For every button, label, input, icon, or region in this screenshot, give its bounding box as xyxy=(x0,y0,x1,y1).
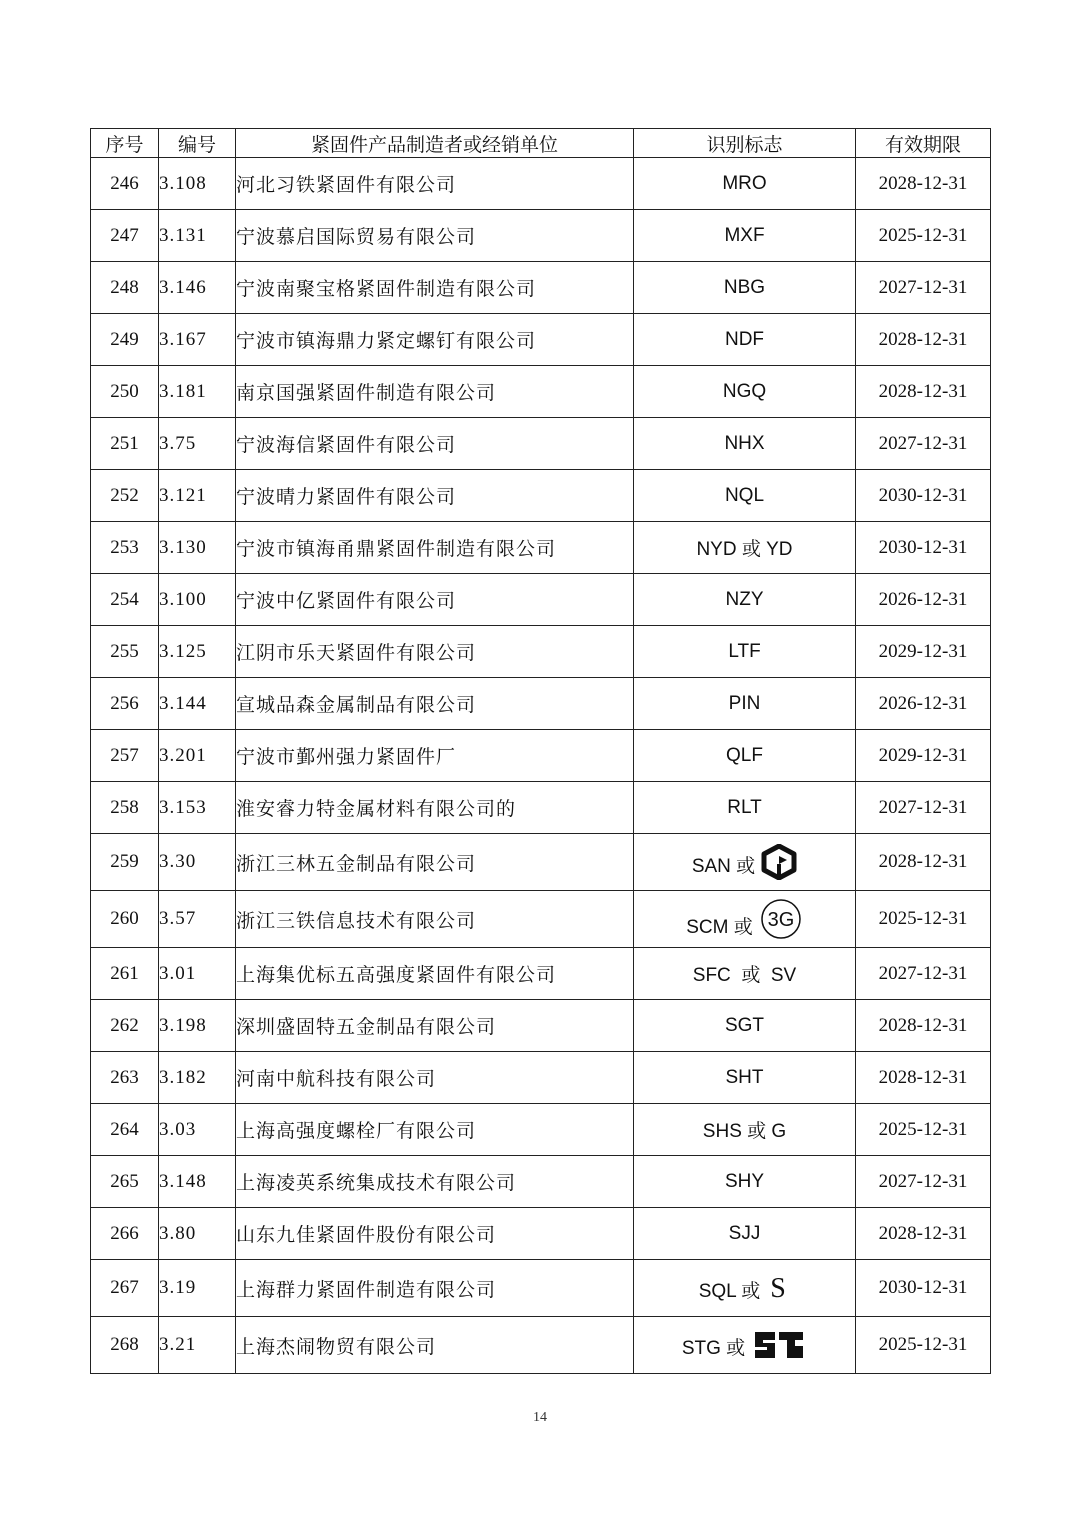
row-expiry: 2028-12-31 xyxy=(856,314,991,366)
s-letter-logo xyxy=(766,1271,790,1305)
table-row xyxy=(91,1104,991,1156)
table-row xyxy=(91,418,991,470)
row-mark: NGQ xyxy=(634,366,856,418)
row-company: 宁波中亿紧固件有限公司 xyxy=(236,574,634,626)
row-expiry: 2027-12-31 xyxy=(856,1156,991,1208)
row-code: 3.75 xyxy=(159,418,236,470)
table-row xyxy=(91,262,991,314)
row-mark: QLF xyxy=(634,730,856,782)
row-mark: SHS 或 G xyxy=(634,1104,856,1156)
table-row xyxy=(91,366,991,418)
row-mark xyxy=(634,1317,856,1374)
row-company: 上海杰闹物贸有限公司 xyxy=(236,1317,634,1374)
row-code: 3.131 xyxy=(159,210,236,262)
row-mark: LTF xyxy=(634,626,856,678)
table-row xyxy=(91,730,991,782)
table-row xyxy=(91,158,991,210)
row-company: 浙江三林五金制品有限公司 xyxy=(236,834,634,891)
mark-with-logo xyxy=(699,1271,791,1305)
table-row xyxy=(91,782,991,834)
row-seq: 253 xyxy=(91,522,159,574)
row-code: 3.100 xyxy=(159,574,236,626)
row-expiry: 2030-12-31 xyxy=(856,1260,991,1317)
table-row xyxy=(91,210,991,262)
row-seq: 261 xyxy=(91,948,159,1000)
row-seq: 256 xyxy=(91,678,159,730)
row-company: 淮安睿力特金属材料有限公司的 xyxy=(236,782,634,834)
table-row xyxy=(91,626,991,678)
table-row xyxy=(91,891,991,948)
table-header-row xyxy=(91,129,991,158)
table-row xyxy=(91,574,991,626)
row-code: 3.125 xyxy=(159,626,236,678)
row-company: 山东九佳紧固件股份有限公司 xyxy=(236,1208,634,1260)
row-code: 3.01 xyxy=(159,948,236,1000)
row-company: 宁波晴力紧固件有限公司 xyxy=(236,470,634,522)
row-mark: SHT xyxy=(634,1052,856,1104)
row-mark xyxy=(634,891,856,948)
row-expiry: 2027-12-31 xyxy=(856,418,991,470)
row-code: 3.57 xyxy=(159,891,236,948)
row-seq: 264 xyxy=(91,1104,159,1156)
row-code: 3.201 xyxy=(159,730,236,782)
row-code: 3.167 xyxy=(159,314,236,366)
mark-with-logo xyxy=(682,1328,807,1362)
row-company: 南京国强紧固件制造有限公司 xyxy=(236,366,634,418)
row-expiry: 2025-12-31 xyxy=(856,1104,991,1156)
row-company: 宁波慕启国际贸易有限公司 xyxy=(236,210,634,262)
row-expiry: 2028-12-31 xyxy=(856,1052,991,1104)
row-expiry: 2027-12-31 xyxy=(856,782,991,834)
row-seq: 247 xyxy=(91,210,159,262)
row-mark: NQL xyxy=(634,470,856,522)
row-expiry: 2028-12-31 xyxy=(856,1208,991,1260)
mark-text: SCM 或 xyxy=(686,917,753,938)
mark-text: SQL 或 xyxy=(698,1281,761,1302)
row-expiry: 2029-12-31 xyxy=(856,730,991,782)
mark-text: STG 或 xyxy=(681,1338,746,1359)
mark-text: SAN 或 xyxy=(691,856,756,877)
row-expiry: 2026-12-31 xyxy=(856,678,991,730)
row-expiry: 2025-12-31 xyxy=(856,1317,991,1374)
row-expiry: 2030-12-31 xyxy=(856,470,991,522)
row-code: 3.108 xyxy=(159,158,236,210)
row-code: 3.181 xyxy=(159,366,236,418)
row-seq: 257 xyxy=(91,730,159,782)
row-seq: 266 xyxy=(91,1208,159,1260)
row-mark: NZY xyxy=(634,574,856,626)
row-mark: NYD 或 YD xyxy=(634,522,856,574)
row-company: 上海凌英系统集成技术有限公司 xyxy=(236,1156,634,1208)
row-company: 河北习铁紧固件有限公司 xyxy=(236,158,634,210)
row-code: 3.80 xyxy=(159,1208,236,1260)
row-code: 3.130 xyxy=(159,522,236,574)
row-seq: 252 xyxy=(91,470,159,522)
row-seq: 268 xyxy=(91,1317,159,1374)
row-expiry: 2028-12-31 xyxy=(856,834,991,891)
row-seq: 250 xyxy=(91,366,159,418)
row-seq: 265 xyxy=(91,1156,159,1208)
row-expiry: 2028-12-31 xyxy=(856,158,991,210)
row-expiry: 2027-12-31 xyxy=(856,262,991,314)
row-code: 3.121 xyxy=(159,470,236,522)
row-company: 上海集优标五高强度紧固件有限公司 xyxy=(236,948,634,1000)
row-company: 宣城品森金属制品有限公司 xyxy=(236,678,634,730)
row-code: 3.19 xyxy=(159,1260,236,1317)
row-expiry: 2028-12-31 xyxy=(856,1000,991,1052)
row-company: 宁波市镇海鼎力紧定螺钉有限公司 xyxy=(236,314,634,366)
row-seq: 255 xyxy=(91,626,159,678)
row-company: 浙江三铁信息技术有限公司 xyxy=(236,891,634,948)
row-code: 3.144 xyxy=(159,678,236,730)
row-mark: SJJ xyxy=(634,1208,856,1260)
row-seq: 267 xyxy=(91,1260,159,1317)
row-mark: MXF xyxy=(634,210,856,262)
row-expiry: 2030-12-31 xyxy=(856,522,991,574)
row-seq: 259 xyxy=(91,834,159,891)
svg-text:S: S xyxy=(770,1273,787,1304)
table-row xyxy=(91,314,991,366)
row-mark xyxy=(634,1260,856,1317)
row-expiry: 2025-12-31 xyxy=(856,210,991,262)
cube-logo xyxy=(761,844,797,880)
row-mark: SFC 或 SV xyxy=(634,948,856,1000)
header-code: 编号 xyxy=(159,129,236,158)
row-seq: 260 xyxy=(91,891,159,948)
svg-text:3G: 3G xyxy=(767,909,795,931)
row-code: 3.03 xyxy=(159,1104,236,1156)
table-row xyxy=(91,1317,991,1374)
table-row xyxy=(91,1000,991,1052)
stg-block-logo xyxy=(751,1328,807,1362)
row-mark: SHY xyxy=(634,1156,856,1208)
row-expiry: 2029-12-31 xyxy=(856,626,991,678)
row-seq: 249 xyxy=(91,314,159,366)
row-code: 3.148 xyxy=(159,1156,236,1208)
table-row xyxy=(91,1156,991,1208)
row-company: 宁波南聚宝格紧固件制造有限公司 xyxy=(236,262,634,314)
row-company: 上海高强度螺栓厂有限公司 xyxy=(236,1104,634,1156)
row-code: 3.146 xyxy=(159,262,236,314)
row-seq: 258 xyxy=(91,782,159,834)
row-seq: 254 xyxy=(91,574,159,626)
header-seq: 序号 xyxy=(91,129,159,158)
row-company: 深圳盛固特五金制品有限公司 xyxy=(236,1000,634,1052)
row-company: 河南中航科技有限公司 xyxy=(236,1052,634,1104)
row-expiry: 2026-12-31 xyxy=(856,574,991,626)
row-mark: NBG xyxy=(634,262,856,314)
row-code: 3.198 xyxy=(159,1000,236,1052)
table-row xyxy=(91,1260,991,1317)
row-expiry: 2025-12-31 xyxy=(856,891,991,948)
row-mark: RLT xyxy=(634,782,856,834)
row-mark xyxy=(634,834,856,891)
row-seq: 246 xyxy=(91,158,159,210)
row-code: 3.30 xyxy=(159,834,236,891)
row-code: 3.182 xyxy=(159,1052,236,1104)
row-mark: PIN xyxy=(634,678,856,730)
table-row xyxy=(91,1208,991,1260)
page-number: 14 xyxy=(533,1410,547,1425)
row-seq: 262 xyxy=(91,1000,159,1052)
row-company: 宁波海信紧固件有限公司 xyxy=(236,418,634,470)
row-mark: NHX xyxy=(634,418,856,470)
row-company: 宁波市镇海甬鼎紧固件制造有限公司 xyxy=(236,522,634,574)
row-mark: SGT xyxy=(634,1000,856,1052)
row-expiry: 2027-12-31 xyxy=(856,948,991,1000)
row-expiry: 2028-12-31 xyxy=(856,366,991,418)
table-body xyxy=(91,158,991,1374)
table-row xyxy=(91,678,991,730)
table-row xyxy=(91,1052,991,1104)
row-company: 江阴市乐天紧固件有限公司 xyxy=(236,626,634,678)
row-company: 宁波市鄞州强力紧固件厂 xyxy=(236,730,634,782)
row-seq: 248 xyxy=(91,262,159,314)
row-code: 3.21 xyxy=(159,1317,236,1374)
mark-with-logo xyxy=(686,897,803,941)
row-seq: 251 xyxy=(91,418,159,470)
table-row xyxy=(91,948,991,1000)
table-row xyxy=(91,834,991,891)
row-company: 上海群力紧固件制造有限公司 xyxy=(236,1260,634,1317)
table-row xyxy=(91,522,991,574)
circle-3g-logo xyxy=(759,897,803,941)
mark-with-logo xyxy=(692,844,797,880)
header-expiry: 有效期限 xyxy=(856,129,991,158)
header-company: 紧固件产品制造者或经销单位 xyxy=(236,129,634,158)
row-seq: 263 xyxy=(91,1052,159,1104)
header-mark: 识别标志 xyxy=(634,129,856,158)
registry-table xyxy=(90,128,991,1374)
row-mark: MRO xyxy=(634,158,856,210)
row-mark: NDF xyxy=(634,314,856,366)
table-row xyxy=(91,470,991,522)
row-code: 3.153 xyxy=(159,782,236,834)
